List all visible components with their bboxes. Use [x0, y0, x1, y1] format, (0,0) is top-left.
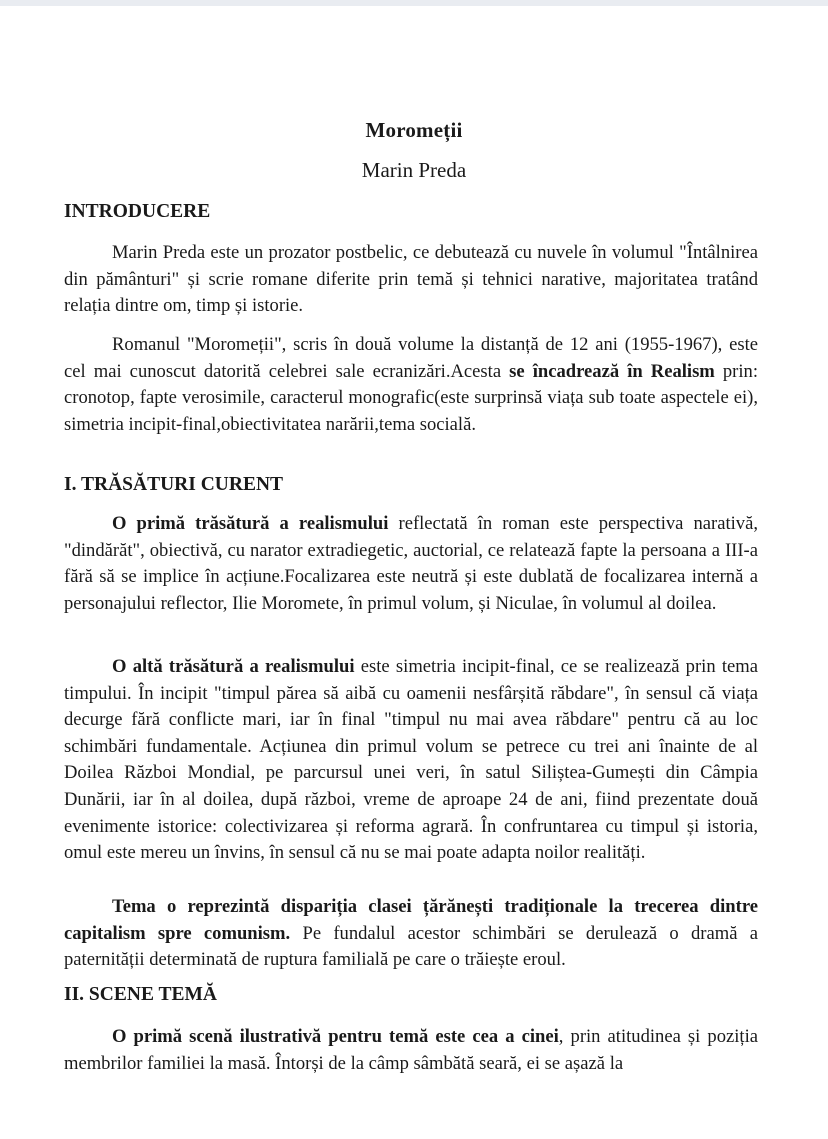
heading-scene-tema: II. SCENE TEMĂ	[64, 984, 217, 1005]
intro-paragraph-2	[64, 332, 758, 438]
heading-trasaturi-curent: I. TRĂSĂTURI CURENT	[64, 474, 284, 495]
s2-p1-bold: O primă scenă ilustrativă pentru temă este cea a cinei	[112, 1026, 559, 1047]
s1-p1-text: reflectată în roman este perspectiva narativă, "dindărăt", obiectivă, cu narator extradiegetic, auctorial, ce relatează fapte la persoana a III-a fără să se implice în acțiune.Focalizarea este neutră și este dublată de focalizarea internă a personajului reflector, Ilie Moromete, în primul volum, și Niculae, în volumul al doilea.	[64, 513, 758, 614]
s1-paragraph-1	[64, 511, 758, 617]
document-author: Marin Preda	[361, 158, 467, 182]
intro-paragraph-1: Marin Preda este un prozator postbelic, ce debutează cu nuvele în volumul "Întâlnirea din pământuri" și scrie romane diferite prin temă și tehnici narative, majoritatea tratând relația dintre om, timp și istorie.	[64, 242, 758, 317]
intro-p2-text-b: prin: cronotop, fapte verosimile, caracterul monografic(este surprinsă viața sub toate aspectele ei), simetria incipit-final,obiectivitatea narării,tema socială.	[64, 360, 758, 435]
s1-p3-bold: Tema o reprezintă dispariția clasei țărănești tradiționale la trecerea dintre capitalism spre comunism.	[64, 896, 758, 944]
heading-introducere: INTRODUCERE	[64, 201, 211, 222]
document-page	[0, 6, 828, 1139]
s1-paragraph-2	[64, 654, 758, 867]
intro-p2-bold: se încadrează în Realism	[509, 360, 715, 382]
s1-p2-text: este simetria incipit-final, ce se realizează prin tema timpului. În incipit "timpul părea să aibă cu oamenii nesfârșită răbdare", în sensul că viața decurge fără conflicte mari, iar în final "timpul nu mai avea răbdare" pentru că au loc schimbări fundamentale. Acțiunea din primul volum se petrece cu trei ani înainte de al Doilea Război Mondial, pe parcursul unei veri, în satul Siliștea-Gumești din Câmpia Dunării, iar în al doilea, după război, vreme de aproape 24 de ani, fiind prezentate două evenimente istorice: colectivizarea și reforma agrară. În confruntarea cu timpul și istoria, omul este mereu un învins, în sensul că nu se mai poate adapta noilor realități.	[64, 656, 759, 864]
s2-paragraph-1	[64, 1024, 758, 1077]
s1-p1-bold: O primă trăsătură a realismului	[112, 513, 389, 534]
s1-p3-text: Pe fundalul acestor schimbări se derulează o dramă a paternității determinată de ruptura familială pe care o trăiește eroul.	[64, 922, 759, 971]
document-title: Moromeții	[365, 118, 463, 142]
s1-p2-bold: O altă trăsătură a realismului	[112, 656, 355, 677]
s1-paragraph-3	[64, 894, 758, 974]
s2-p1-text: , prin atitudinea și poziția membrilor familiei la masă. Întorși de la câmp sâmbătă seară, ei se așază la	[64, 1026, 758, 1074]
intro-p2-text-a: Romanul "Moromeții", scris în două volume la distanță de 12 ani (1955-1967), este cel mai cunoscut datorită celebrei sale ecranizări.Acesta	[64, 334, 758, 382]
